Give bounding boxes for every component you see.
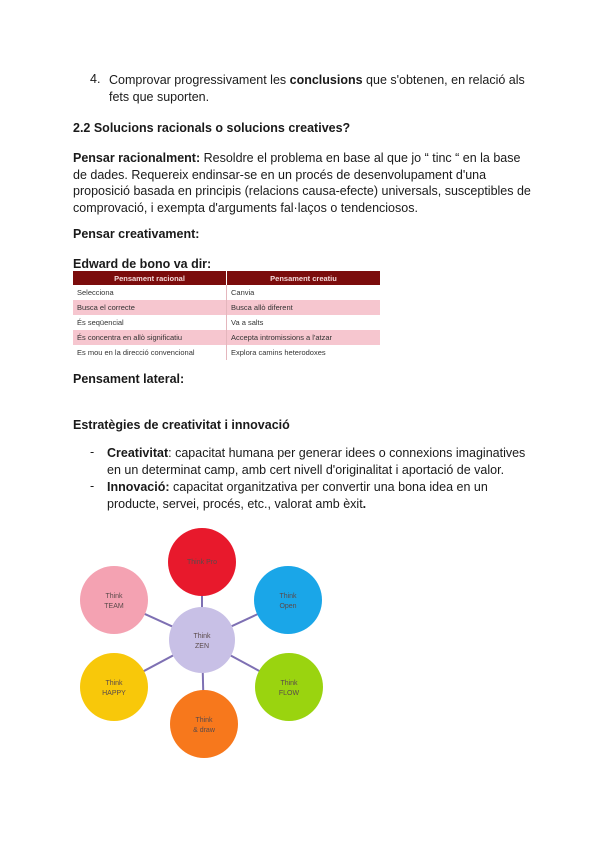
innovation-end: . [362, 497, 367, 511]
table-cell: Busca el correcte [73, 300, 227, 315]
think-happy-label: Think HAPPY [102, 680, 126, 697]
think-open-label: Think Open [279, 593, 297, 610]
table-header-rational: Pensament racional [73, 271, 227, 285]
innovation-text: capacitat organitzativa per convertir una bona idea en un producte, servei, procés, etc., valorat amb èxit [107, 480, 488, 511]
creativity-text: : capacitat humana per generar idees o connexions imaginatives en un determinat camp, amb cert nivell d'originalitat i aportació de valor. [107, 446, 526, 477]
lateral-thinking-heading: Pensament lateral: [73, 372, 185, 386]
think-zen-node [169, 607, 235, 673]
table-cell: Es mou en la direcció convencional [73, 345, 227, 360]
table-cell: És seqüencial [73, 315, 227, 330]
think-happy-node [80, 653, 148, 721]
think-pro-label: Think Pro [187, 559, 217, 566]
table-cell: És concentra en allò significatiu [73, 330, 227, 345]
list-item-bold-word: conclusions [289, 73, 363, 87]
table-cell: Accepta intromissions a l'atzar [227, 330, 381, 345]
bullet-dash: - [90, 445, 95, 459]
think-flow-node [255, 653, 323, 721]
rational-thinking-label: Pensar racionalment: [73, 151, 201, 165]
creative-thinking-heading: Pensar creativament: [73, 227, 200, 241]
table-cell: Selecciona [73, 285, 227, 300]
think-draw-label: Think & draw [193, 717, 215, 734]
think-open-node [254, 566, 322, 634]
think-team-node [80, 566, 148, 634]
innovation-term: Innovació: [107, 480, 170, 494]
rational-thinking-text: Resoldre el problema en base al que jo “ tinc “ en la base de dades. Requereix endinsar-se en un procés de desenvolupament d'una proposició basada en principis (relacions causa-efecte) universals, susceptibles de comprovació, i exempta d'arguments fal·laços o tendenciosos. [73, 151, 531, 215]
table-cell: Va a salts [227, 315, 381, 330]
think-team-label: Think TEAM [104, 593, 124, 610]
table-cell: Canvia [227, 285, 381, 300]
table-cell: Explora camins heterodoxes [227, 345, 381, 360]
bullet-dash: - [90, 479, 95, 493]
strategies-heading: Estratègies de creativitat i innovació [73, 418, 290, 432]
list-item-text-end: que s'obtenen, en relació als fets que suporten. [109, 73, 525, 104]
think-zen-label: Think ZEN [193, 633, 211, 650]
edward-de-bono-heading: Edward de bono va dir: [73, 257, 212, 271]
list-item-text-start: Comprovar progressivament les [109, 73, 290, 87]
think-flow-label: Think FLOW [278, 680, 300, 697]
creativity-term: Creativitat [107, 446, 169, 460]
list-number: 4. [90, 72, 101, 86]
table-header-creative: Pensament creatiu [227, 271, 381, 285]
think-draw-node [170, 690, 238, 758]
section-title: 2.2 Solucions racionals o solucions creatives? [73, 121, 351, 135]
diagram-nodes [80, 528, 323, 758]
table-cell: Busca allò diferent [227, 300, 381, 315]
